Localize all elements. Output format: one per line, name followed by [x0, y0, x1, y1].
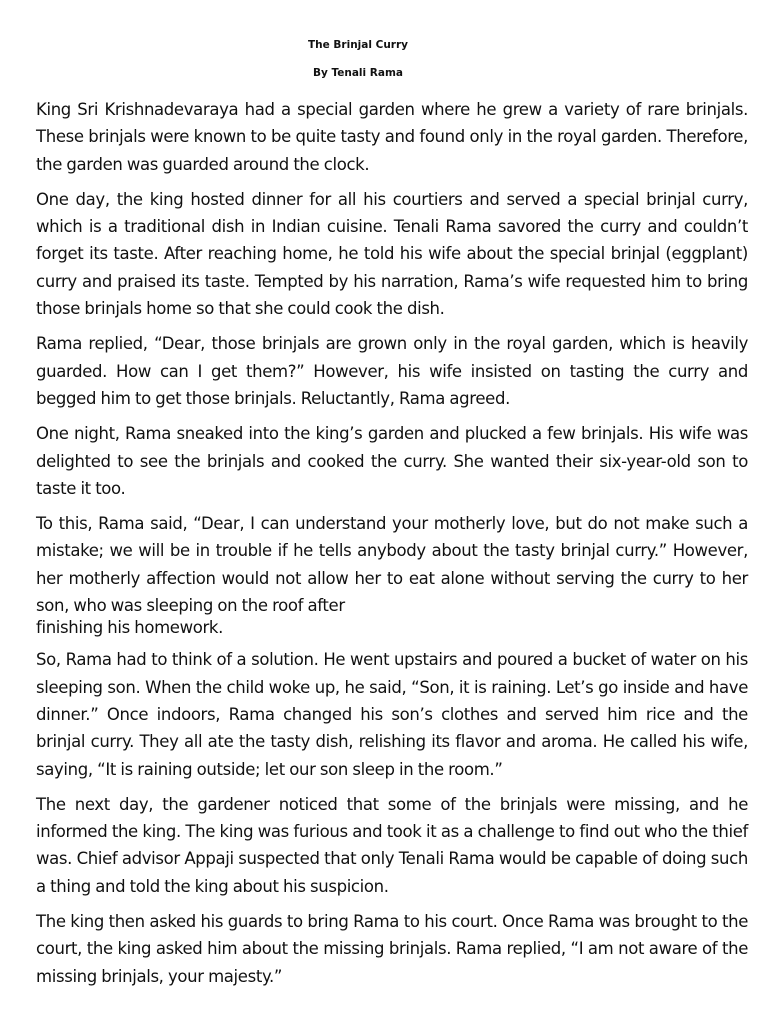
paragraph-5: [36, 510, 748, 638]
paragraph-1: King Sri Krishnadevaraya had a special garden where he grew a variety of rare brinjals. These brinjals were known to be quite tasty and found only in the royal garden. Therefore, the garden was guarded around the clock.: [36, 100, 748, 174]
paragraph-5-text: To this, Rama said, “Dear, I can understand your motherly love, but do not make such a mistake; we will be in trouble if he tells anybody about the tasty brinjal curry.” However, her motherly affection would not allow her to eat alone without serving the curry to her son, who was sleeping on the roof after: [36, 514, 748, 616]
paragraph-7: The next day, the gardener noticed that some of the brinjals were missing, and he informed the king. The king was furious and took it as a challenge to find out who the thief was. Chief advisor Appaji suspected that only Tenali Rama would be capable of doing such a thing and told the king about his suspicion.: [36, 794, 748, 896]
paragraph-3: Rama replied, “Dear, those brinjals are grown only in the royal garden, which is heavily guarded. How can I get them?” However, his wife insisted on tasting the curry and begged him to get those brinjals. Reluctantly, Rama agreed.: [36, 334, 748, 408]
story-body: [36, 96, 748, 998]
paragraph-4: One night, Rama sneaked into the king’s garden and plucked a few brinjals. His wife was delighted to see the brinjals and cooked the curry. She wanted their six-year-old son to taste it too.: [36, 424, 748, 498]
paragraph-2: One day, the king hosted dinner for all his courtiers and served a special brinjal curry, which is a traditional dish in Indian cuisine. Tenali Rama savored the curry and couldn’t forget its taste. After reaching home, he told his wife about the special brinjal (eggplant) curry and praised its taste. Tempted by his narration, Rama’s wife requested him to bring those brinjals home so that she could cook the dish.: [36, 189, 748, 319]
author-line: By Tenali Rama: [312, 67, 403, 79]
paragraph-5-tail: finishing his homework.: [36, 618, 224, 638]
paragraph-6: So, Rama had to think of a solution. He went upstairs and poured a bucket of water on his sleeping son. When the child woke up, he said, “Son, it is raining. Let’s go inside and have dinner.” Once indoors, Rama changed his son’s clothes and served him rice and the brinjal curry. They all ate the tasty dish, relishing its flavor and aroma. He called his wife, saying, “It is raining outside; let our son sleep in the room.”: [36, 650, 748, 779]
document-title: The Brinjal Curry: [308, 39, 408, 51]
paragraph-8: The king then asked his guards to bring Rama to his court. Once Rama was brought to the court, the king asked him about the missing brinjals. Rama replied, “I am not aware of the missing brinjals, your majesty.”: [36, 912, 748, 986]
